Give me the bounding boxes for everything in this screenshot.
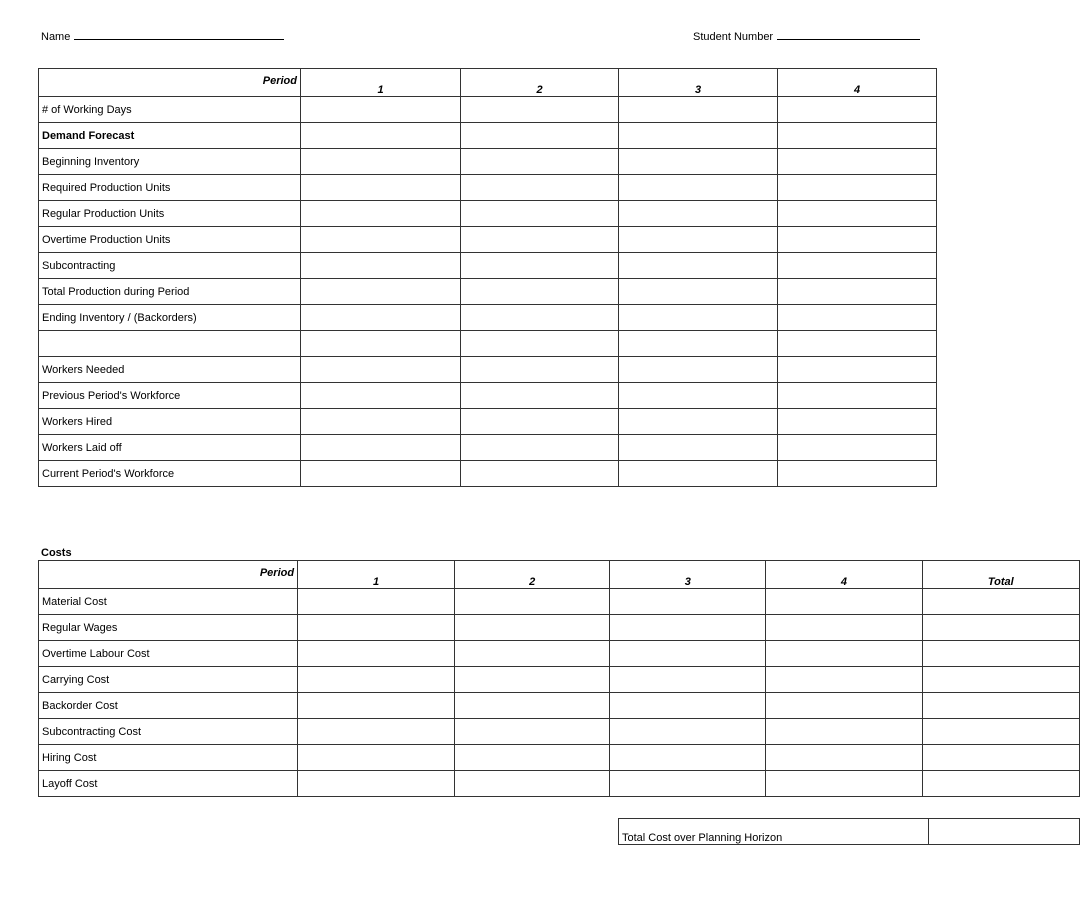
entry-cell[interactable] xyxy=(778,175,937,201)
entry-cell[interactable] xyxy=(619,331,778,357)
period-1-header: 1 xyxy=(301,69,461,97)
entry-cell[interactable] xyxy=(455,771,610,797)
table-row xyxy=(39,201,937,227)
entry-cell[interactable] xyxy=(778,409,937,435)
row-label-material-cost: Material Cost xyxy=(39,589,298,615)
entry-cell[interactable] xyxy=(301,201,461,227)
production-plan-table xyxy=(38,68,937,487)
table-row xyxy=(39,667,1080,693)
entry-cell[interactable] xyxy=(301,305,461,331)
entry-cell[interactable] xyxy=(301,253,461,279)
row-label-previous-period-s-workforce: Previous Period's Workforce xyxy=(39,383,301,409)
table-row xyxy=(39,589,1080,615)
costs-total-header: Total xyxy=(922,561,1080,589)
table-row xyxy=(39,175,937,201)
row-label-total-production-during-period: Total Production during Period xyxy=(39,279,301,305)
entry-cell[interactable] xyxy=(461,253,619,279)
entry-cell[interactable] xyxy=(461,383,619,409)
row-label-subcontracting-cost: Subcontracting Cost xyxy=(39,719,298,745)
entry-cell[interactable] xyxy=(298,667,455,693)
entry-cell[interactable] xyxy=(922,771,1080,797)
entry-cell[interactable] xyxy=(778,357,937,383)
entry-cell[interactable] xyxy=(298,589,455,615)
entry-cell[interactable] xyxy=(610,745,766,771)
entry-cell[interactable] xyxy=(301,409,461,435)
costs-header-row xyxy=(39,561,1080,589)
row-label-required-production-units: Required Production Units xyxy=(39,175,301,201)
table-row xyxy=(39,305,937,331)
entry-cell[interactable] xyxy=(461,227,619,253)
production-header-row xyxy=(39,69,937,97)
row-label-backorder-cost: Backorder Cost xyxy=(39,693,298,719)
entry-cell[interactable] xyxy=(778,227,937,253)
row-label-hiring-cost: Hiring Cost xyxy=(39,745,298,771)
student-number-label: Student Number xyxy=(693,31,774,43)
entry-cell[interactable] xyxy=(766,641,922,667)
entry-cell[interactable] xyxy=(619,227,778,253)
entry-cell[interactable] xyxy=(461,149,619,175)
table-row xyxy=(39,331,937,357)
entry-cell[interactable] xyxy=(610,771,766,797)
entry-cell[interactable] xyxy=(619,305,778,331)
row-label-beginning-inventory: Beginning Inventory xyxy=(39,149,301,175)
entry-cell[interactable] xyxy=(301,357,461,383)
entry-cell[interactable] xyxy=(461,461,619,487)
total-cost-row xyxy=(619,819,1080,845)
entry-cell[interactable] xyxy=(619,461,778,487)
entry-cell[interactable] xyxy=(298,745,455,771)
entry-cell[interactable] xyxy=(922,719,1080,745)
name-label: Name xyxy=(41,31,71,43)
name-field xyxy=(41,29,284,43)
table-row xyxy=(39,409,937,435)
period-header: Period xyxy=(39,69,301,97)
entry-cell[interactable] xyxy=(301,461,461,487)
entry-cell[interactable] xyxy=(455,693,610,719)
entry-cell[interactable] xyxy=(301,227,461,253)
entry-cell[interactable] xyxy=(610,667,766,693)
entry-cell[interactable] xyxy=(778,435,937,461)
entry-cell[interactable] xyxy=(461,123,619,149)
entry-cell[interactable] xyxy=(610,693,766,719)
entry-cell[interactable] xyxy=(619,435,778,461)
entry-cell[interactable] xyxy=(922,693,1080,719)
row-label-current-period-s-workforce: Current Period's Workforce xyxy=(39,461,301,487)
entry-cell[interactable] xyxy=(455,589,610,615)
entry-cell[interactable] xyxy=(461,201,619,227)
name-blank-line[interactable] xyxy=(74,29,284,40)
entry-cell[interactable] xyxy=(922,641,1080,667)
entry-cell[interactable] xyxy=(301,175,461,201)
entry-cell[interactable] xyxy=(778,461,937,487)
entry-cell[interactable] xyxy=(298,641,455,667)
row-label-regular-wages: Regular Wages xyxy=(39,615,298,641)
period-2-header: 2 xyxy=(461,69,619,97)
row-label-ending-inventory-backorders: Ending Inventory / (Backorders) xyxy=(39,305,301,331)
entry-cell[interactable] xyxy=(298,615,455,641)
entry-cell[interactable] xyxy=(610,641,766,667)
table-row xyxy=(39,771,1080,797)
student-number-field xyxy=(693,29,920,43)
row-label-workers-needed: Workers Needed xyxy=(39,357,301,383)
table-row xyxy=(39,253,937,279)
entry-cell[interactable] xyxy=(619,279,778,305)
costs-period-1-header: 1 xyxy=(298,561,455,589)
entry-cell[interactable] xyxy=(455,719,610,745)
entry-cell[interactable] xyxy=(778,331,937,357)
entry-cell[interactable] xyxy=(301,279,461,305)
row-label-workers-laid-off: Workers Laid off xyxy=(39,435,301,461)
entry-cell[interactable] xyxy=(301,123,461,149)
entry-cell[interactable] xyxy=(610,719,766,745)
table-row xyxy=(39,227,937,253)
entry-cell[interactable] xyxy=(461,279,619,305)
entry-cell[interactable] xyxy=(778,305,937,331)
total-cost-label: Total Cost over Planning Horizon xyxy=(619,819,929,845)
entry-cell[interactable] xyxy=(778,201,937,227)
entry-cell[interactable] xyxy=(301,97,461,123)
costs-period-3-header: 3 xyxy=(610,561,766,589)
entry-cell[interactable] xyxy=(766,589,922,615)
entry-cell[interactable] xyxy=(610,615,766,641)
row-label-workers-hired: Workers Hired xyxy=(39,409,301,435)
total-cost-value-cell[interactable] xyxy=(929,819,1080,845)
table-row xyxy=(39,693,1080,719)
entry-cell[interactable] xyxy=(298,719,455,745)
entry-cell[interactable] xyxy=(461,331,619,357)
entry-cell[interactable] xyxy=(778,253,937,279)
row-label-demand-forecast: Demand Forecast xyxy=(39,123,301,149)
row-label-of-working-days: # of Working Days xyxy=(39,97,301,123)
costs-period-header: Period xyxy=(39,561,298,589)
row-label-layoff-cost: Layoff Cost xyxy=(39,771,298,797)
table-row xyxy=(39,383,937,409)
table-row xyxy=(39,461,937,487)
entry-cell[interactable] xyxy=(766,693,922,719)
entry-cell[interactable] xyxy=(619,253,778,279)
entry-cell[interactable] xyxy=(778,279,937,305)
total-cost-box xyxy=(618,818,1080,845)
period-3-header: 3 xyxy=(619,69,778,97)
entry-cell[interactable] xyxy=(619,149,778,175)
row-label-blank xyxy=(39,331,301,357)
entry-cell[interactable] xyxy=(455,641,610,667)
row-label-overtime-production-units: Overtime Production Units xyxy=(39,227,301,253)
entry-cell[interactable] xyxy=(298,771,455,797)
student-number-blank-line[interactable] xyxy=(777,29,920,40)
table-row xyxy=(39,149,937,175)
entry-cell[interactable] xyxy=(619,357,778,383)
entry-cell[interactable] xyxy=(922,745,1080,771)
entry-cell[interactable] xyxy=(922,667,1080,693)
row-label-overtime-labour-cost: Overtime Labour Cost xyxy=(39,641,298,667)
entry-cell[interactable] xyxy=(301,149,461,175)
table-row xyxy=(39,615,1080,641)
entry-cell[interactable] xyxy=(455,615,610,641)
entry-cell[interactable] xyxy=(778,149,937,175)
table-row xyxy=(39,279,937,305)
table-row xyxy=(39,97,937,123)
row-label-regular-production-units: Regular Production Units xyxy=(39,201,301,227)
entry-cell[interactable] xyxy=(778,97,937,123)
entry-cell[interactable] xyxy=(619,123,778,149)
entry-cell[interactable] xyxy=(461,409,619,435)
entry-cell[interactable] xyxy=(619,175,778,201)
entry-cell[interactable] xyxy=(619,201,778,227)
entry-cell[interactable] xyxy=(922,589,1080,615)
table-row xyxy=(39,357,937,383)
entry-cell[interactable] xyxy=(461,357,619,383)
costs-section-label: Costs xyxy=(41,547,72,559)
table-row xyxy=(39,719,1080,745)
entry-cell[interactable] xyxy=(778,123,937,149)
table-row xyxy=(39,123,937,149)
entry-cell[interactable] xyxy=(766,667,922,693)
table-row xyxy=(39,745,1080,771)
entry-cell[interactable] xyxy=(766,719,922,745)
entry-cell[interactable] xyxy=(455,667,610,693)
entry-cell[interactable] xyxy=(778,383,937,409)
entry-cell[interactable] xyxy=(301,331,461,357)
entry-cell[interactable] xyxy=(455,745,610,771)
table-row xyxy=(39,641,1080,667)
entry-cell[interactable] xyxy=(461,175,619,201)
costs-period-2-header: 2 xyxy=(455,561,610,589)
entry-cell[interactable] xyxy=(922,615,1080,641)
entry-cell[interactable] xyxy=(298,693,455,719)
entry-cell[interactable] xyxy=(461,305,619,331)
entry-cell[interactable] xyxy=(619,409,778,435)
row-label-carrying-cost: Carrying Cost xyxy=(39,667,298,693)
entry-cell[interactable] xyxy=(619,383,778,409)
period-4-header: 4 xyxy=(778,69,937,97)
entry-cell[interactable] xyxy=(610,589,766,615)
entry-cell[interactable] xyxy=(301,435,461,461)
entry-cell[interactable] xyxy=(301,383,461,409)
costs-period-4-header: 4 xyxy=(766,561,922,589)
entry-cell[interactable] xyxy=(461,435,619,461)
entry-cell[interactable] xyxy=(619,97,778,123)
table-row xyxy=(39,435,937,461)
entry-cell[interactable] xyxy=(461,97,619,123)
row-label-subcontracting: Subcontracting xyxy=(39,253,301,279)
entry-cell[interactable] xyxy=(766,771,922,797)
entry-cell[interactable] xyxy=(766,745,922,771)
costs-table xyxy=(38,560,1080,797)
entry-cell[interactable] xyxy=(766,615,922,641)
